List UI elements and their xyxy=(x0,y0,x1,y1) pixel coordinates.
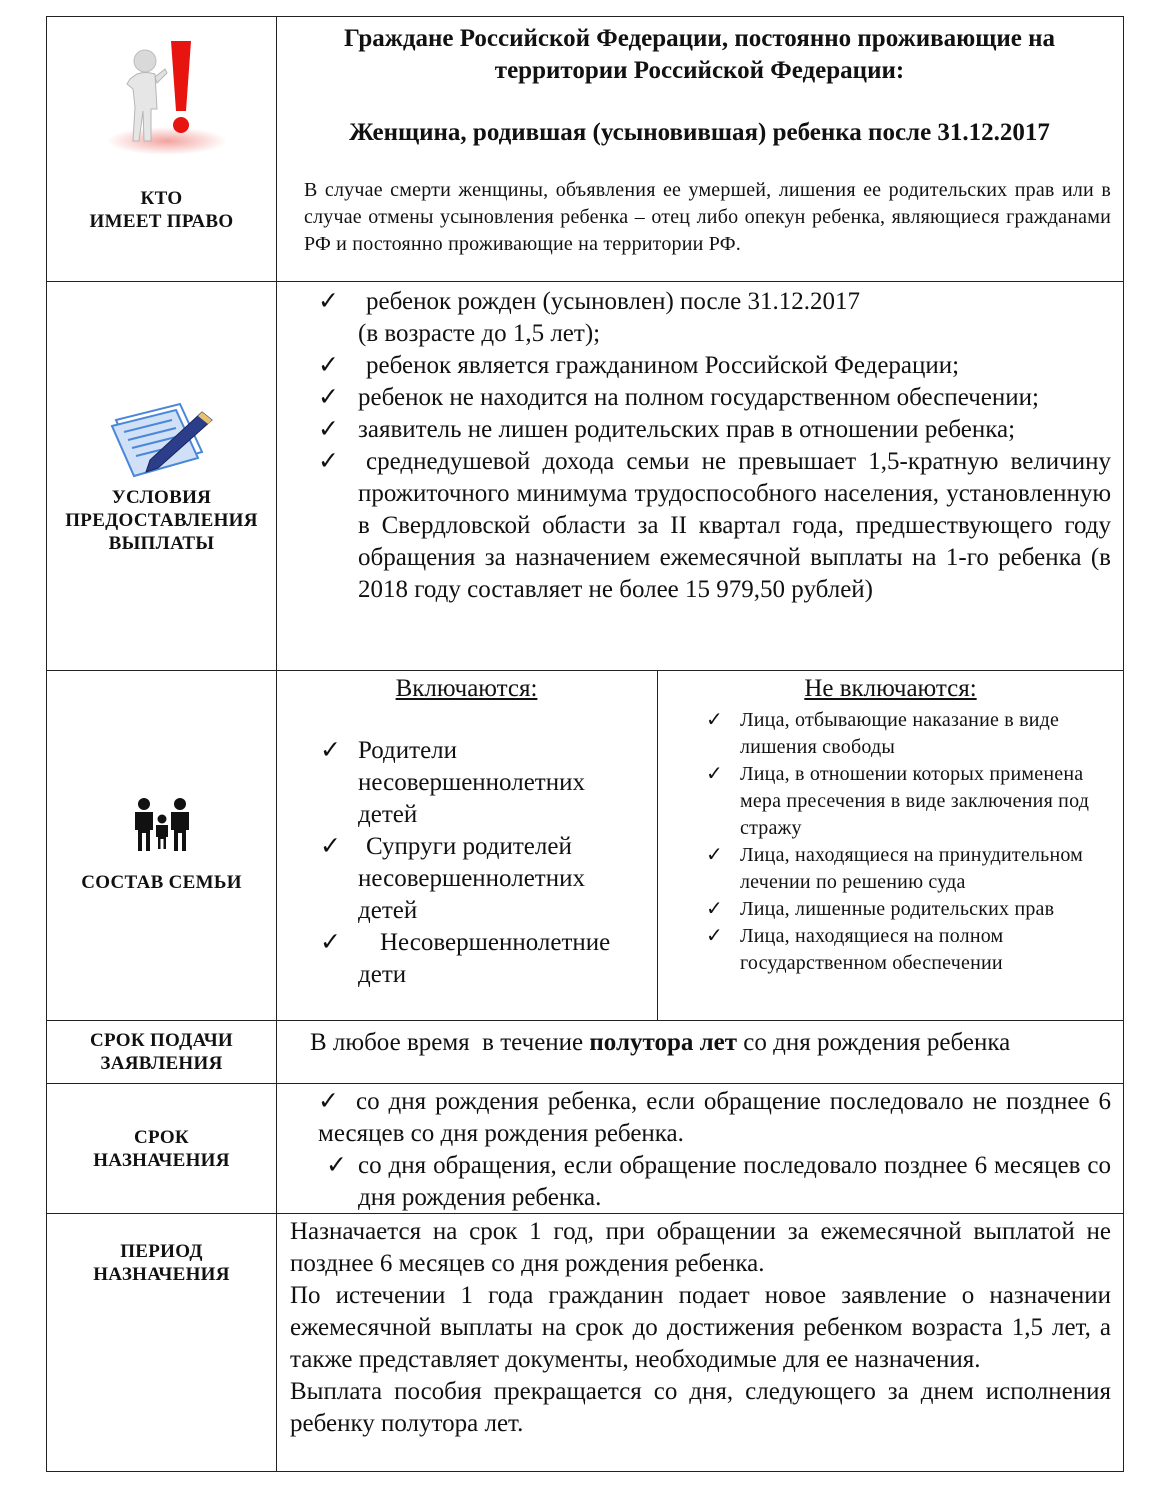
row-assign-date xyxy=(46,1084,1124,1214)
excluded-item: ✓ Лица, находящиеся на принудительном лечении по решению суда xyxy=(706,844,1084,893)
row-period-content xyxy=(276,1214,1123,1471)
row-period-label-1: ПЕРИОД xyxy=(120,1241,203,1262)
condition-item: ✓ заявитель не лишен родительских прав в отношении ребенка; xyxy=(358,414,1111,446)
excluded-item: ✓ Лица, отбывающие наказание в виде лишения свободы xyxy=(706,709,1060,758)
who-note: В случае смерти женщины, объявления ее умершей, лишения ее родительских прав или в случае отмены усыновления ребенка – отец либо опекун ребенка, являющиеся гражданами РФ и постоянно проживающие на территории РФ. xyxy=(304,179,1111,255)
row-deadline-content xyxy=(276,1021,1123,1083)
row-who xyxy=(46,16,1124,282)
row-deadline xyxy=(46,1021,1124,1084)
included-item: ✓ Супруги родителей несовершеннолетних детей xyxy=(320,833,585,924)
check-icon: ✓ xyxy=(706,844,723,866)
row-who-content xyxy=(276,17,1123,281)
check-icon: ✓ xyxy=(318,416,339,443)
assign-item: ✓ со дня рождения ребенка, если обращение последовало не позднее 6 месяцев со дня рождения ребенка. xyxy=(318,1088,1111,1147)
row-conditions-label-cell xyxy=(47,282,277,670)
period-paragraph-3: Выплата пособия прекращается со дня, следующего за днем исполнения ребенку полутора лет. xyxy=(290,1378,1111,1437)
check-icon: ✓ xyxy=(318,1088,339,1115)
deadline-emphasis: полутора лет xyxy=(589,1029,738,1056)
row-conditions-label-1: УСЛОВИЯ xyxy=(111,486,212,508)
excluded-item: ✓ Лица, в отношении которых применена мера пресечения в виде заключения под стражу xyxy=(706,763,1090,839)
row-conditions-label-3: ВЫПЛАТЫ xyxy=(108,532,215,554)
period-paragraph-1: Назначается на срок 1 год, при обращении за ежемесячной выплатой не позднее 6 месяцев со дня рождения ребенка. xyxy=(290,1218,1111,1277)
check-icon: ✓ xyxy=(706,763,723,785)
who-heading-line2: территории Российской Федерации: xyxy=(494,57,905,84)
row-deadline-label-1: СРОК ПОДАЧИ xyxy=(89,1030,234,1051)
check-icon: ✓ xyxy=(318,352,339,379)
row-assign-date-label-1: СРОК xyxy=(134,1126,189,1148)
family-icon xyxy=(130,797,194,853)
info-table xyxy=(46,16,1124,1472)
family-column-divider xyxy=(657,671,658,1020)
row-family-content xyxy=(276,671,1123,1020)
row-who-label-1: КТО xyxy=(140,188,183,209)
check-icon: ✓ xyxy=(320,929,341,956)
condition-item: (в возрасте до 1,5 лет); xyxy=(358,320,601,347)
condition-item: ✓ ребенок является гражданином Российской Федерации; xyxy=(358,350,1111,382)
check-icon: ✓ xyxy=(318,384,339,411)
included-item: ✓ Родители несовершеннолетних детей xyxy=(320,737,585,828)
condition-item: ✓ ребенок не находится на полном государственном обеспечении; xyxy=(358,382,1111,414)
check-icon: ✓ xyxy=(320,737,341,764)
included-column xyxy=(276,673,657,988)
document-pen-icon xyxy=(102,398,222,478)
excluded-item: ✓ Лица, лишенные родительских прав xyxy=(740,896,1115,923)
row-assign-date-content xyxy=(276,1084,1123,1213)
check-icon: ✓ xyxy=(706,925,723,947)
row-period xyxy=(46,1214,1124,1472)
row-conditions xyxy=(46,282,1124,671)
excluded-column xyxy=(658,673,1123,974)
row-conditions-label-2: ПРЕДОСТАВЛЕНИЯ xyxy=(65,509,258,531)
condition-item: ✓ среднедушевой дохода семьи не превышает 1,5-кратную величину прожиточного минимума трудоспособного населения, установленную в Свердловской области за II квартал года, предшествующего году обращения за назначением ежемесячной выплаты на 1-го ребенка (в 2018 году составляет не более 15 979,50 рублей) xyxy=(318,448,1111,603)
row-family-label-cell xyxy=(47,671,277,1020)
row-who-label-cell xyxy=(47,17,277,281)
included-title: Включаются: xyxy=(395,675,538,702)
excluded-title: Не включаются: xyxy=(804,675,977,702)
row-family-label: СОСТАВ СЕМЬИ xyxy=(81,872,242,893)
row-deadline-label-2: ЗАЯВЛЕНИЯ xyxy=(100,1053,223,1074)
who-heading-line1: Граждане Российской Федерации, постоянно проживающие на xyxy=(344,25,1055,52)
period-paragraph-2: По истечении 1 года гражданин подает новое заявление о назначении ежемесячной выплаты на срок до достижения ребенком возраста 1,5 лет, а также представляет документы, необходимые для ее назначения. xyxy=(290,1282,1111,1373)
row-conditions-content xyxy=(276,282,1123,670)
row-deadline-label-cell xyxy=(47,1021,277,1083)
check-icon: ✓ xyxy=(326,1152,347,1179)
who-subheading: Женщина, родившая (усыновившая) ребенка после 31.12.2017 xyxy=(349,119,1050,146)
check-icon: ✓ xyxy=(706,709,723,731)
row-assign-date-label-cell xyxy=(47,1084,277,1213)
check-icon: ✓ xyxy=(318,288,339,315)
excluded-item: ✓ Лица, находящиеся на полном государственном обеспечении xyxy=(706,925,1004,974)
row-period-label-2: НАЗНАЧЕНИЯ xyxy=(93,1264,230,1285)
check-icon: ✓ xyxy=(706,898,723,920)
check-icon: ✓ xyxy=(320,833,341,860)
row-assign-date-label-2: НАЗНАЧЕНИЯ xyxy=(93,1149,230,1171)
condition-item: ✓ ребенок рожден (усыновлен) после 31.12.2017 xyxy=(358,286,1111,318)
assign-item: ✓ со дня обращения, если обращение последовало позднее 6 месяцев со дня рождения ребенка. xyxy=(326,1152,1111,1211)
row-period-label-cell xyxy=(47,1214,277,1471)
deadline-text: В любое время в течение полутора лет со дня рождения ребенка xyxy=(310,1029,1011,1056)
included-item: ✓ Несовершеннолетние дети xyxy=(320,929,611,988)
row-family xyxy=(46,671,1124,1021)
row-who-label-2: ИМЕЕТ ПРАВО xyxy=(89,211,234,232)
check-icon: ✓ xyxy=(318,448,339,475)
alert-figure-icon xyxy=(97,29,227,159)
